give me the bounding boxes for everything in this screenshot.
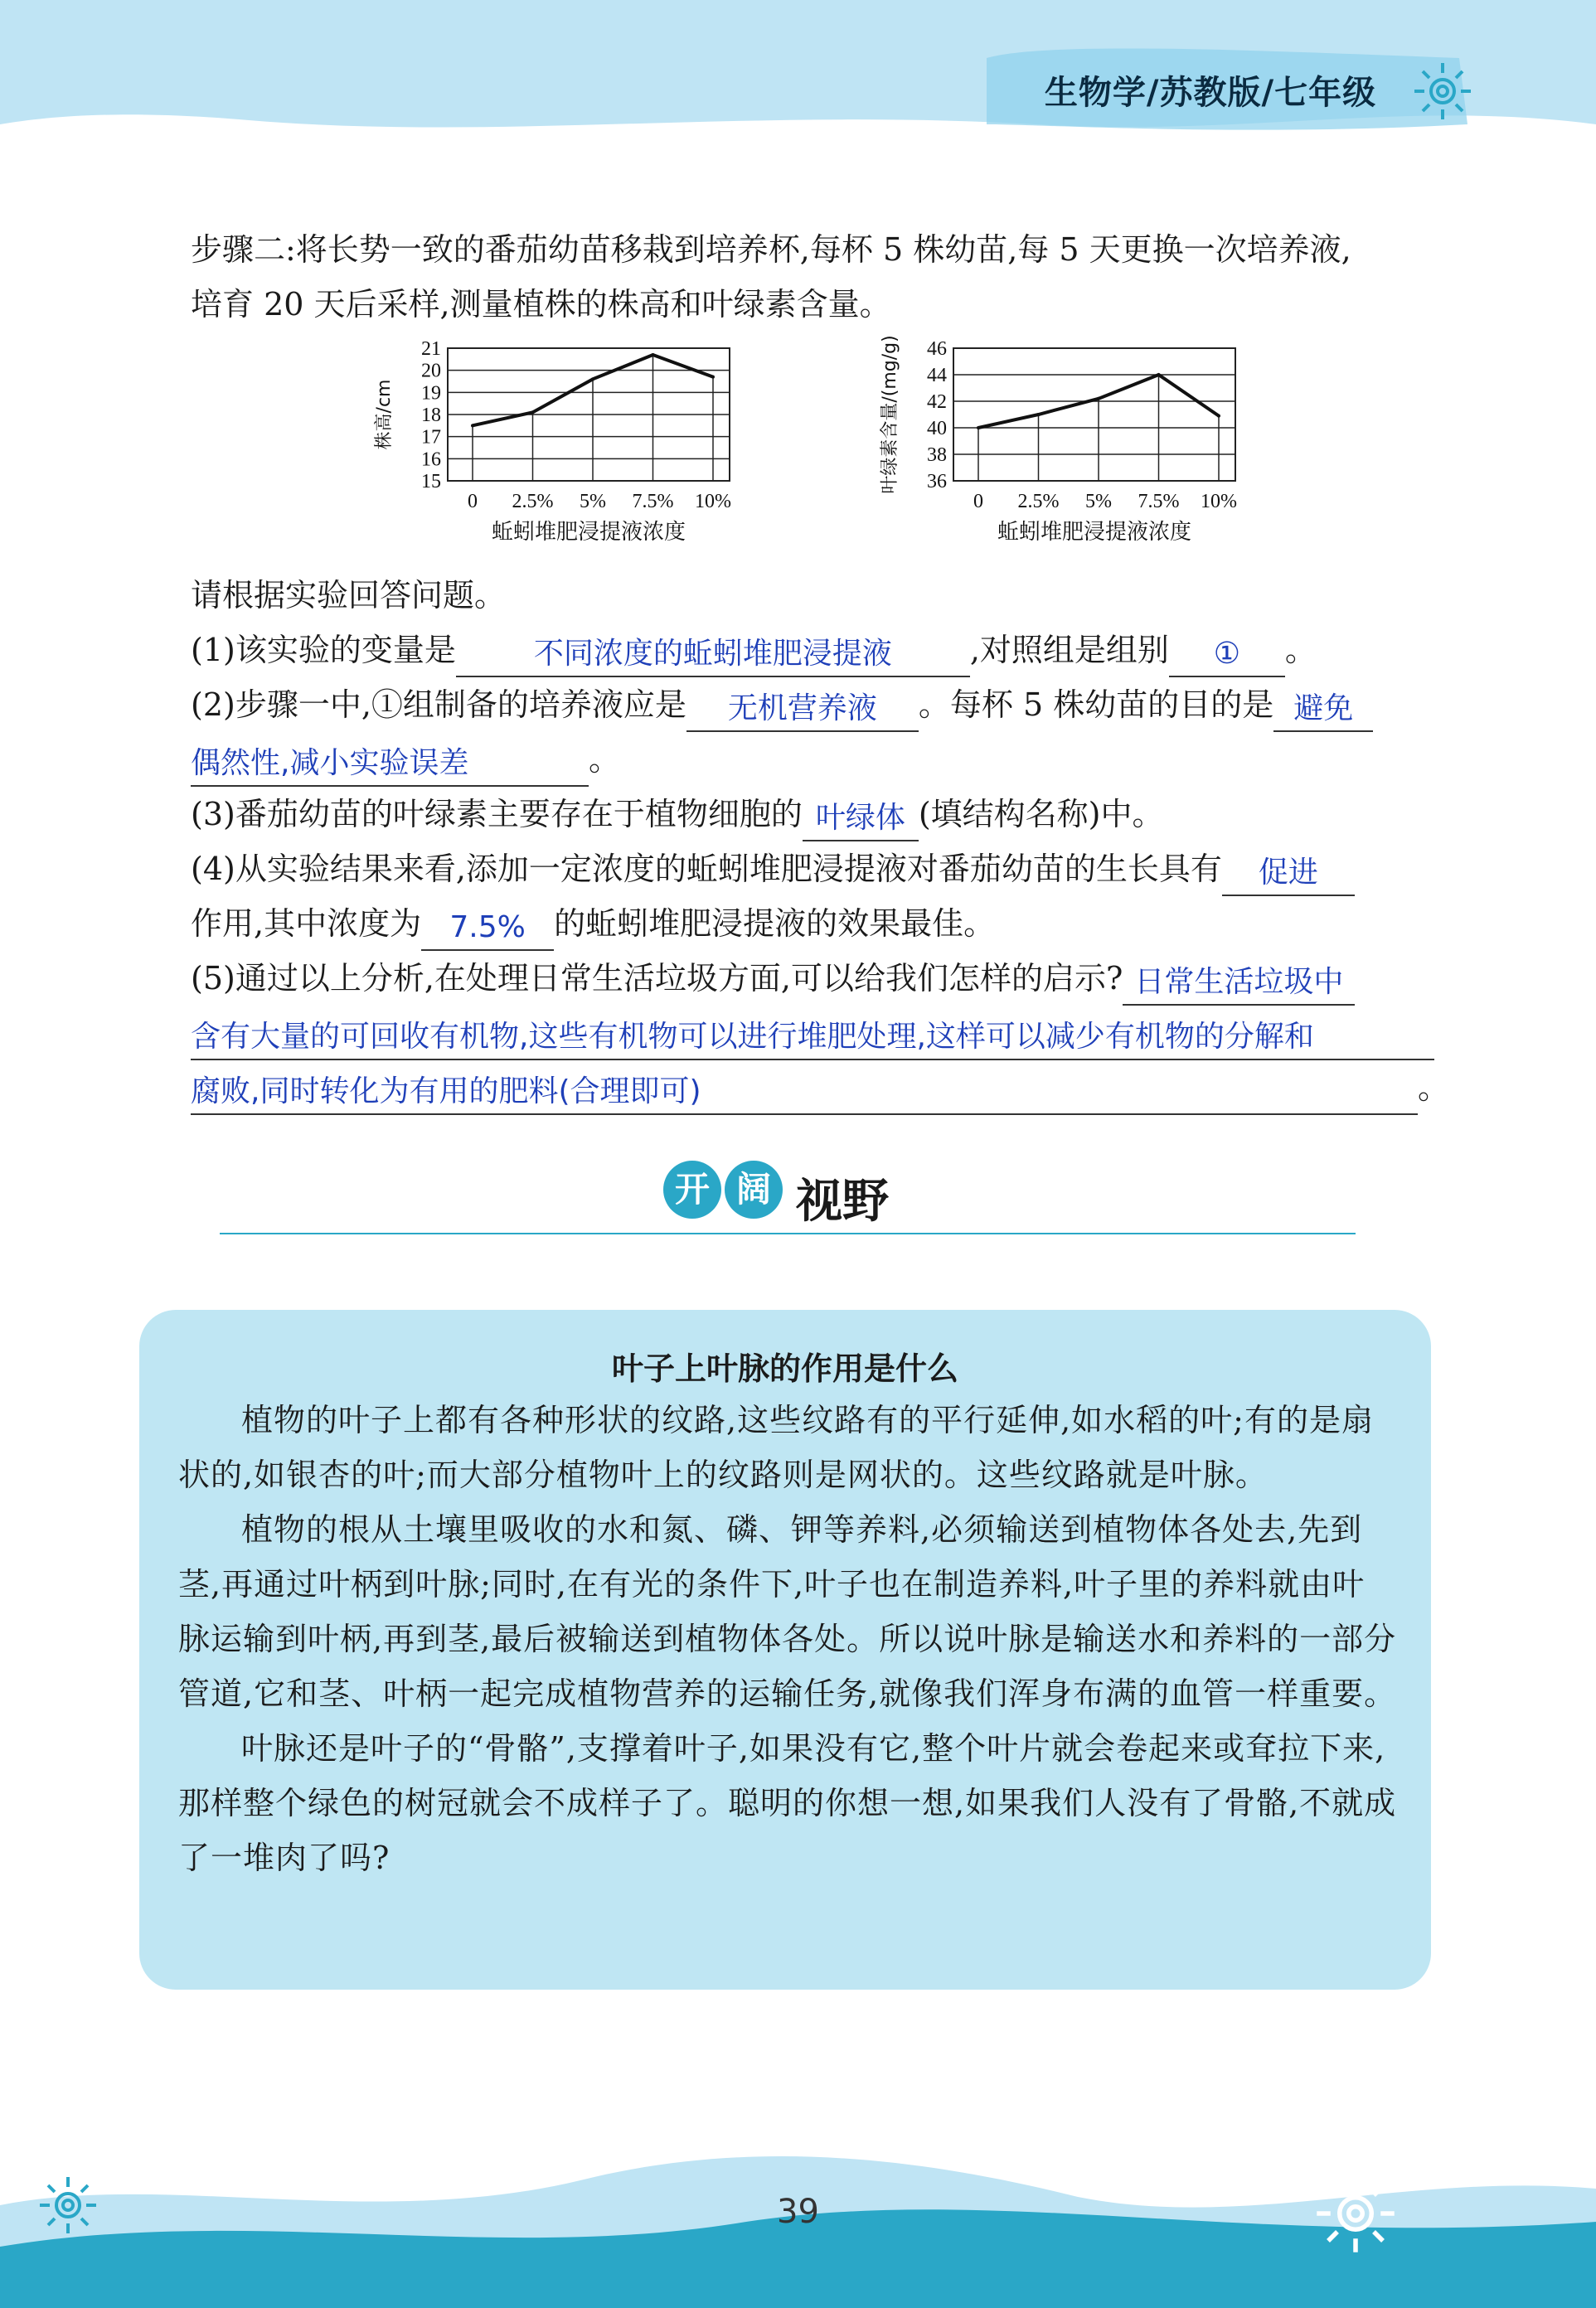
height-chart-ytick-label: 17 bbox=[421, 426, 441, 449]
chlorophyll-chart-data-point bbox=[1097, 397, 1100, 400]
chlorophyll-chart-xtick-label: 2.5% bbox=[1017, 491, 1060, 512]
q1-answer-control[interactable]: ① bbox=[1169, 633, 1285, 677]
question-5 bbox=[191, 951, 1451, 1006]
question-3 bbox=[191, 787, 1451, 841]
section-word: 视野 bbox=[796, 1174, 889, 1229]
height-chart-ytick-label: 16 bbox=[421, 449, 441, 471]
height-chart-data-point bbox=[591, 377, 594, 381]
q5-answer-line-1[interactable]: 日常生活垃圾中 bbox=[1123, 961, 1355, 1006]
chlorophyll-chart-data-point bbox=[1157, 373, 1161, 376]
question-4 bbox=[191, 841, 1451, 896]
chlorophyll-chart-plot-frame bbox=[953, 348, 1235, 481]
chlorophyll-chart-ytick-label: 44 bbox=[927, 365, 947, 386]
height-chart-ytick-label: 18 bbox=[421, 405, 441, 426]
chlorophyll-chart-ytick-label: 42 bbox=[927, 391, 947, 413]
chlorophyll-chart-xtick-label: 7.5% bbox=[1138, 491, 1180, 512]
reading-title: 叶子上叶脉的作用是什么 bbox=[611, 1350, 958, 1387]
q1-text-b: ,对照组是组别 bbox=[969, 632, 1169, 668]
q5-text-a: (5)通过以上分析,在处理日常生活垃圾方面,可以给我们怎样的启示? bbox=[191, 960, 1123, 996]
reading-paragraph-2: 植物的根从土壤里吸收的水和氮、磷、钾等养料,必须输送到植物体各处去,先到茎,再通过叶柄到叶脉;同时,在有光的条件下,叶子也在制造养料,叶子里的养料就由叶脉运输到叶柄,再到茎,最后被输送到植物体各处。所以说叶脉是输送水和养料的一部分管道,它和茎、叶柄一起完成植物营养的运输任务,就像我们浑身布满的血管一样重要。 bbox=[178, 1511, 1397, 1712]
height-chart-data-point bbox=[471, 424, 474, 427]
height-chart-ytick-label: 15 bbox=[421, 471, 441, 492]
q4-answer-concentration[interactable]: 7.5% bbox=[421, 906, 554, 951]
q3-answer[interactable]: 叶绿体 bbox=[803, 797, 919, 841]
q1-text-c: 。 bbox=[1284, 632, 1317, 668]
height-chart-xtick-label: 2.5% bbox=[512, 491, 554, 512]
reading-paragraph-1: 植物的叶子上都有各种形状的纹路,这些纹路有的平行延伸,如水稻的叶;有的是扇状的,如银杏的叶;而大部分植物叶上的纹路则是网状的。这些纹路就是叶脉。 bbox=[178, 1402, 1374, 1493]
q4-text-a: (4)从实验结果来看,添加一定浓度的蚯蚓堆肥浸提液对番茄幼苗的生长具有 bbox=[191, 851, 1222, 887]
section-title bbox=[663, 1161, 978, 1227]
question-4-cont bbox=[191, 896, 1451, 951]
question-1 bbox=[191, 623, 1451, 677]
height-chart-xlabel: 蚯蚓堆肥浸提液浓度 bbox=[491, 520, 686, 545]
q2-answer-solution[interactable]: 无机营养液 bbox=[686, 687, 919, 732]
height-chart-xtick-label: 10% bbox=[695, 491, 731, 512]
q2-text-b: 。每杯 5 株幼苗的目的是 bbox=[918, 686, 1274, 723]
reading-paragraph-3: 叶脉还是叶子的“骨骼”,支撑着叶子,如果没有它,整个叶片就会卷起来或耷拉下来,那样整个绿色的树冠就会不成样子了。聪明的你想一想,如果我们人没有了骨骼,不就成了一堆肉了吗? bbox=[178, 1730, 1397, 1876]
questions-prompt: 请根据实验回答问题。 bbox=[191, 577, 507, 613]
height-chart-xtick-label: 5% bbox=[580, 491, 606, 512]
question-2 bbox=[191, 677, 1451, 732]
chlorophyll-chart-ytick-label: 36 bbox=[927, 471, 947, 492]
q5-text-end: 。 bbox=[1418, 1069, 1450, 1106]
chlorophyll-chart-ytick-label: 38 bbox=[927, 444, 947, 466]
chlorophyll-chart-xlabel: 蚯蚓堆肥浸提液浓度 bbox=[997, 520, 1192, 545]
chlorophyll-chart-ytick-label: 46 bbox=[927, 338, 947, 360]
q2-text-a: (2)步骤一中,①组制备的培养液应是 bbox=[191, 686, 686, 723]
chlorophyll-chart-ytick-label: 40 bbox=[927, 418, 947, 439]
q5-answer-line-3[interactable]: 腐败,同时转化为有用的肥料(合理即可) bbox=[191, 1070, 1418, 1115]
height-chart-ytick-label: 19 bbox=[421, 382, 441, 405]
q3-text-b: (填结构名称)中。 bbox=[918, 796, 1164, 832]
chlorophyll-chart-data-point bbox=[977, 426, 980, 429]
intro-paragraph bbox=[191, 222, 1451, 332]
question-5-line-3 bbox=[191, 1060, 1451, 1115]
question-5-line-2 bbox=[191, 1006, 1451, 1060]
questions-block bbox=[191, 568, 1451, 1115]
chlorophyll-chart-ylabel: 叶绿素含量/(mg/g) bbox=[880, 335, 900, 494]
height-chart-data-point bbox=[652, 353, 655, 356]
chlorophyll-chart-xtick-label: 0 bbox=[973, 491, 983, 512]
height-chart-data-point bbox=[531, 410, 535, 414]
q2-answer-purpose-b[interactable]: 偶然性,减小实验误差 bbox=[191, 742, 589, 787]
q5-answer-line-2[interactable]: 含有大量的可回收有机物,这些有机物可以进行堆肥处理,这样可以减少有机物的分解和 bbox=[191, 1016, 1434, 1060]
height-chart-data-point bbox=[711, 376, 715, 379]
section-divider bbox=[220, 1233, 1356, 1234]
q4-text-b: 作用,其中浓度为 bbox=[191, 905, 422, 942]
intro-line-1: 步骤二:将长势一致的番茄幼苗移栽到培养杯,每杯 5 株幼苗,每 5 天更换一次培养液, bbox=[191, 231, 1351, 268]
section-badge-1: 开 bbox=[663, 1161, 721, 1219]
chlorophyll-chart-xtick-label: 10% bbox=[1201, 491, 1237, 512]
chlorophyll-chart-data-point bbox=[1037, 413, 1041, 416]
height-chart-xtick-label: 7.5% bbox=[632, 491, 674, 512]
height-chart-ylabel: 株高/cm bbox=[374, 379, 395, 450]
chart-chlorophyll bbox=[862, 332, 1277, 555]
section-badge-2: 阔 bbox=[725, 1161, 783, 1219]
reading-body bbox=[178, 1393, 1397, 1885]
page-number: 39 bbox=[777, 2193, 819, 2231]
question-2-cont bbox=[191, 732, 1451, 787]
chlorophyll-chart-data-point bbox=[1217, 415, 1220, 418]
q4-answer-effect[interactable]: 促进 bbox=[1222, 851, 1355, 896]
height-chart-ytick-label: 20 bbox=[421, 360, 441, 382]
chart-plant-height bbox=[357, 332, 771, 555]
q4-text-c: 的蚯蚓堆肥浸提液的效果最佳。 bbox=[554, 905, 996, 942]
height-chart-ytick-label: 21 bbox=[421, 338, 441, 360]
q3-text-a: (3)番茄幼苗的叶绿素主要存在于植物细胞的 bbox=[191, 796, 803, 832]
q2-answer-purpose-a[interactable]: 避免 bbox=[1273, 687, 1373, 732]
intro-line-2: 培育 20 天后采样,测量植株的株高和叶绿素含量。 bbox=[191, 286, 891, 322]
chlorophyll-chart-xtick-label: 5% bbox=[1085, 491, 1112, 512]
sun-icon-left bbox=[35, 2172, 101, 2238]
q1-text-a: (1)该实验的变量是 bbox=[191, 632, 456, 668]
sun-icon-right bbox=[1310, 2168, 1401, 2259]
book-title: 生物学/苏教版/七年级 bbox=[1044, 74, 1377, 112]
q2-text-c: 。 bbox=[589, 741, 621, 778]
sun-icon bbox=[1409, 58, 1476, 124]
q1-answer-variable[interactable]: 不同浓度的蚯蚓堆肥浸提液 bbox=[456, 633, 970, 677]
height-chart-xtick-label: 0 bbox=[468, 491, 478, 512]
